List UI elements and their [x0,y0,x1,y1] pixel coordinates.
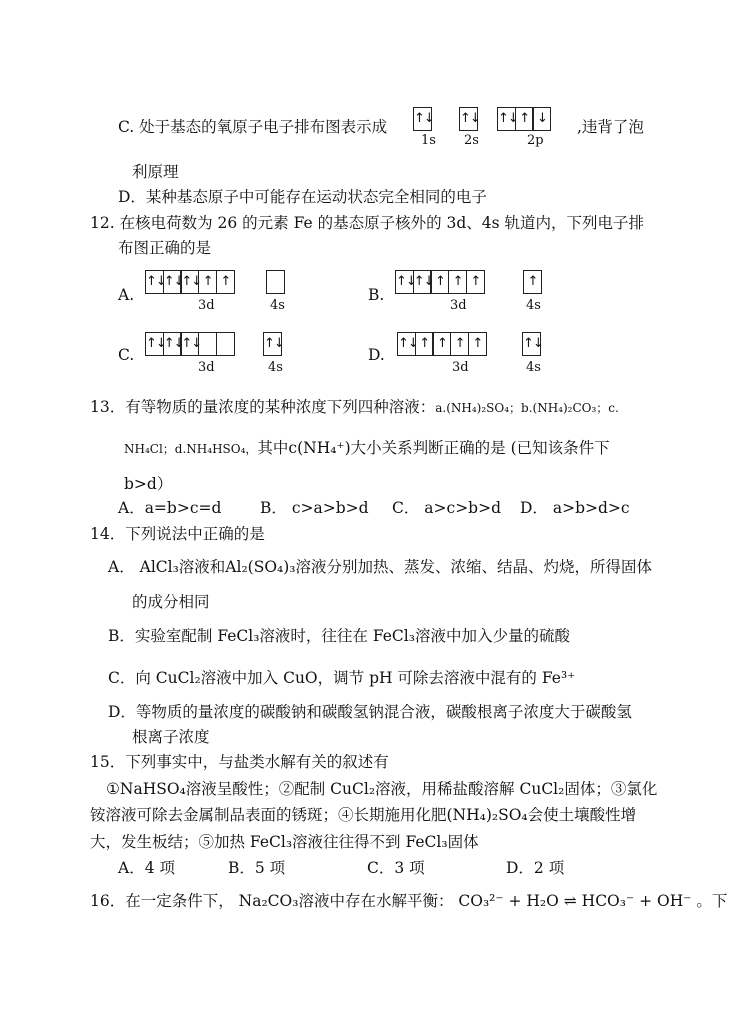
q12-d-3d-orbitals [397,332,487,356]
label-4s: 4s [526,298,541,313]
label-4s: 4s [526,360,541,375]
orbital-box: ↑↓ [413,270,432,294]
q13-solutions-cd: NH₄Cl；d.NH₄HSO₄， [124,442,258,456]
q11-option-c-cont: 利原理 [132,163,179,181]
orbital-box: ↑ [430,270,449,294]
q13-option-b: B． c>a>b>d [260,499,369,517]
q15-option-a: A．4 项 [118,859,175,877]
orbital-box: ↑ [415,332,434,356]
orbital-2s [459,107,478,131]
orbital-box: ↑↓ [497,107,516,131]
orbital-2p [497,107,551,131]
orbital-box: ↑ [466,270,485,294]
q15-option-c: C．3 项 [367,859,425,877]
orbital-box: ↑↓ [145,270,164,294]
orbital-box: ↑ [515,107,534,131]
label-3d: 3d [452,360,469,375]
q15-line2: 铵溶液可除去金属制品表面的锈斑；④长期施用化肥(NH₄)₂SO₄会使土壤酸性增 [90,806,637,824]
q11-option-c: C. 处于基态的氧原子电子排布图表示成 [118,118,388,136]
orbital-label-1s: 1s [421,133,436,148]
q16-stem: 16．在一定条件下， Na₂CO₃溶液中存在水解平衡： CO₃²⁻ + H₂O ⇌ HCO₃⁻ + OH⁻ 。下 [90,892,728,910]
q12-option-b-mark: B. [368,286,385,304]
orbital-box: ↑↓ [145,332,164,356]
q12-b-4s-orbital [523,270,542,294]
q12-c-3d-orbitals [145,332,235,356]
q12-a-3d-orbitals [145,270,235,294]
q14-option-d-cont: 根离子浓度 [132,728,210,746]
orbital-box: ↑ [448,270,467,294]
orbital-box: ↑↓ [413,107,432,131]
q14-option-a: A． AlCl₃溶液和Al₂(SO₄)₃溶液分别加热、蒸发、浓缩、结晶、灼烧，所得固体 [108,558,653,576]
q12-stem-cont: 布图正确的是 [118,239,212,257]
orbital-box: ↑ [468,332,487,356]
q14-option-d: D．等物质的量浓度的碳酸钠和碳酸氢钠混合液，碳酸根离子浓度大于碳酸氢 [108,703,632,721]
q15-line3: 大，发生板结；⑤加热 FeCl₃溶液往往得不到 FeCl₃固体 [90,833,479,851]
q11-option-d: D．某种基态原子中可能存在运动状态完全相同的电子 [118,188,487,206]
orbital-box: ↑ [432,332,451,356]
q13-stem-cont: NH₄Cl；d.NH₄HSO₄，其中c(NH₄⁺)大小关系判断正确的是 (已知该条件下 [124,439,610,457]
label-3d: 3d [450,298,467,313]
orbital-box: ↑↓ [180,270,199,294]
q13-option-a: A．a=b>c=d [118,499,222,517]
orbital-box: ↑↓ [163,270,182,294]
q14-option-b: B．实验室配制 FeCl₃溶液时，往往在 FeCl₃溶液中加入少量的硫酸 [108,627,570,645]
q12-b-3d-orbitals [395,270,485,294]
q13-option-d: D． a>b>d>c [520,499,630,517]
orbital-box: ↑↓ [395,270,414,294]
q13-condition: b>d） [124,475,173,493]
orbital-box: ↑ [198,270,217,294]
label-3d: 3d [198,360,215,375]
orbital-box: ↑↓ [263,332,282,356]
q15-line1: ①NaHSO₄溶液呈酸性；②配制 CuCl₂溶液，用稀盐酸溶解 CuCl₂固体；③氯化 [106,780,658,798]
orbital-box: ↑↓ [459,107,478,131]
q13-option-c: C． a>c>b>d [392,499,502,517]
q12-c-4s-orbital [263,332,282,356]
orbital-box: ↑↓ [180,332,199,356]
q13-stem: 13．有等物质的量浓度的某种浓度下列四种溶液：a.(NH₄)₂SO₄；b.(NH₄)₂CO₃；c. [90,398,619,416]
q12-stem: 12. 在核电荷数为 26 的元素 Fe 的基态原子核外的 3d、4s 轨道内，下列电子排 [90,214,645,232]
orbital-box: ↑↓ [163,332,182,356]
orbital-label-2s: 2s [464,133,479,148]
q12-d-4s-orbital [522,332,541,356]
q15-stem: 15．下列事实中，与盐类水解有关的叙述有 [90,753,389,771]
q13-solutions-ab: a.(NH₄)₂SO₄；b.(NH₄)₂CO₃；c. [435,401,619,415]
orbital-box: ↓ [532,107,551,131]
orbital-box: ↑↓ [397,332,416,356]
label-3d: 3d [198,298,215,313]
label-4s: 4s [268,360,283,375]
q11-option-c-tail: ,违背了泡 [577,118,644,136]
label-4s: 4s [270,298,285,313]
orbital-box: ↑ [523,270,542,294]
orbital-label-2p: 2p [527,133,544,148]
orbital-box: ↑ [450,332,469,356]
q12-option-d-mark: D. [368,346,385,364]
orbital-box [216,332,235,356]
q15-option-d: D．2 项 [506,859,565,877]
q12-option-a-mark: A. [118,286,135,304]
q14-option-a-cont: 的成分相同 [132,593,210,611]
q12-option-c-mark: C. [118,346,135,364]
orbital-box [198,332,217,356]
orbital-box [266,270,285,294]
q14-stem: 14．下列说法中正确的是 [90,525,265,543]
orbital-1s [413,107,432,131]
q12-a-4s-orbital [266,270,285,294]
orbital-box: ↑↓ [522,332,541,356]
q14-option-c: C．向 CuCl₂溶液中加入 CuO，调节 pH 可除去溶液中混有的 Fe³⁺ [108,669,576,687]
q15-option-b: B．5 项 [228,859,286,877]
orbital-box: ↑ [216,270,235,294]
